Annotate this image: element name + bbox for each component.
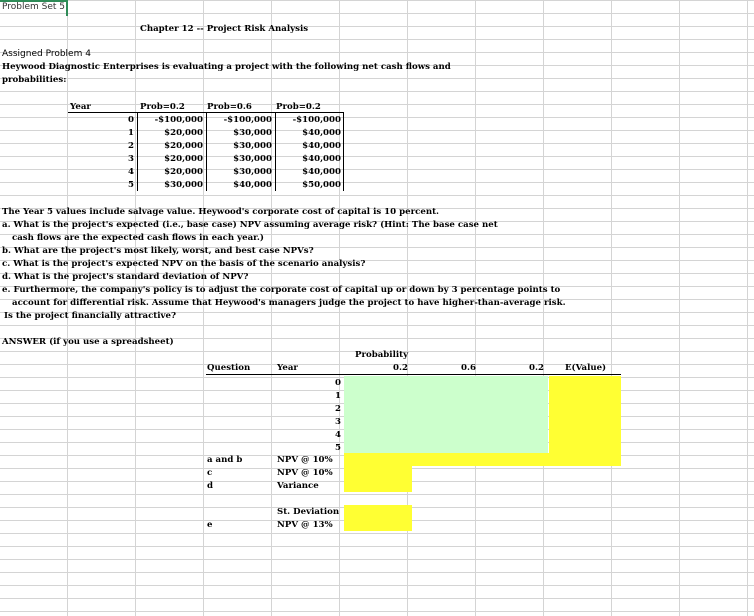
cashflow-value-cell[interactable]: $40,000 — [302, 167, 341, 177]
sheet-name[interactable]: Problem Set 5 — [2, 2, 66, 12]
cashflow-value-cell[interactable]: $30,000 — [233, 167, 272, 177]
row-label-npv-10-a[interactable]: NPV @ 10% — [277, 455, 333, 465]
question-line-3[interactable]: cash flows are the expected cash flows in each year.) — [12, 233, 264, 243]
answer-year-cell[interactable]: 0 — [335, 378, 341, 388]
answer-prob-1[interactable]: 0.2 — [393, 363, 408, 373]
cashflow-value-cell[interactable]: -$100,000 — [154, 115, 203, 125]
probability-label[interactable]: Probability — [355, 350, 409, 360]
answer-col-evalue[interactable]: E(Value) — [565, 363, 607, 373]
question-line-1[interactable]: The Year 5 values include salvage value. Heywood's corporate cost of capital is 10 percent. — [2, 207, 440, 217]
problem-intro-line-2[interactable]: probabilities: — [2, 75, 67, 85]
cashflow-year-cell[interactable]: 2 — [128, 141, 134, 151]
cashflow-value-cell[interactable]: $20,000 — [164, 128, 203, 138]
cashflow-value-cell[interactable]: $20,000 — [164, 154, 203, 164]
answer-year-cell[interactable]: 3 — [335, 417, 341, 427]
answer-year-cell[interactable]: 1 — [335, 391, 341, 401]
cashflow-value-cell[interactable]: $20,000 — [164, 141, 203, 151]
chapter-title[interactable]: Chapter 12 -- Project Risk Analysis — [140, 24, 309, 34]
cashflow-value-cell[interactable]: $30,000 — [164, 180, 203, 190]
cashflow-header-prob-3[interactable]: Prob=0.2 — [276, 102, 321, 112]
cashflow-year-cell[interactable]: 3 — [128, 154, 134, 164]
cashflow-value-cell[interactable]: $30,000 — [233, 141, 272, 151]
answer-heading[interactable]: ANSWER (if you use a spreadsheet) — [2, 337, 174, 347]
expected-value-column[interactable] — [549, 376, 621, 453]
cashflow-header-prob-2[interactable]: Prob=0.6 — [207, 102, 252, 112]
answer-prob-3[interactable]: 0.2 — [529, 363, 544, 373]
cashflow-value-cell[interactable]: $40,000 — [302, 154, 341, 164]
question-line-7[interactable]: e. Furthermore, the company's policy is to adjust the corporate cost of capital up or down by 3 percentage points to — [2, 285, 561, 295]
answer-year-cell[interactable]: 5 — [335, 443, 341, 453]
row-label-variance[interactable]: Variance — [277, 481, 319, 491]
cashflow-year-cell[interactable]: 0 — [128, 115, 134, 125]
cashflow-header-prob-1[interactable]: Prob=0.2 — [140, 102, 185, 112]
cashflow-value-cell[interactable]: $50,000 — [302, 180, 341, 190]
answer-col-question[interactable]: Question — [207, 363, 251, 373]
question-line-5[interactable]: c. What is the project's expected NPV on the basis of the scenario analysis? — [2, 259, 366, 269]
cashflow-value-cell[interactable]: $40,000 — [233, 180, 272, 190]
cashflow-value-cell[interactable]: $40,000 — [302, 141, 341, 151]
cashflow-value-cell[interactable]: $30,000 — [233, 128, 272, 138]
row-label-std-dev[interactable]: St. Deviation — [277, 507, 340, 517]
cashflow-value-cell[interactable]: -$100,000 — [223, 115, 272, 125]
cashflow-value-cell[interactable]: -$100,000 — [292, 115, 341, 125]
expected-npv-variance-fill[interactable] — [344, 466, 412, 492]
cashflow-value-cell[interactable]: $20,000 — [164, 167, 203, 177]
question-line-9[interactable]: Is the project financially attractive? — [4, 311, 177, 321]
cashflow-year-cell[interactable]: 5 — [128, 180, 134, 190]
question-line-4[interactable]: b. What are the project's most likely, worst, and best case NPVs? — [2, 246, 314, 256]
question-line-6[interactable]: d. What is the project's standard deviation of NPV? — [2, 272, 249, 282]
cashflow-value-cell[interactable]: $30,000 — [233, 154, 272, 164]
cashflow-divider-4 — [343, 113, 344, 191]
question-line-2[interactable]: a. What is the project's expected (i.e., base case) NPV assuming average risk? (Hint: The base case net — [2, 220, 498, 230]
row-q-e[interactable]: e — [207, 520, 213, 530]
row-q-c[interactable]: c — [207, 468, 213, 478]
scenario-npv-input-area[interactable] — [344, 376, 548, 453]
cashflow-value-cell[interactable]: $40,000 — [302, 128, 341, 138]
row-q-d[interactable]: d — [207, 481, 214, 491]
row-label-npv-13[interactable]: NPV @ 13% — [277, 520, 333, 530]
answer-col-year[interactable]: Year — [277, 363, 298, 373]
answer-prob-2[interactable]: 0.6 — [461, 363, 476, 373]
problem-heading[interactable]: Assigned Problem 4 — [2, 49, 91, 59]
npv-10-row-fill[interactable] — [344, 453, 621, 466]
answer-year-cell[interactable]: 2 — [335, 404, 341, 414]
answer-header-underline — [206, 374, 621, 375]
cashflow-header-year[interactable]: Year — [70, 102, 91, 112]
question-line-8[interactable]: account for differential risk. Assume that Heywood's managers judge the project to have higher-than-average risk. — [12, 298, 566, 308]
std-dev-npv13-fill[interactable] — [344, 505, 412, 531]
row-q-a-and-b[interactable]: a and b — [207, 455, 243, 465]
answer-year-cell[interactable]: 4 — [335, 430, 341, 440]
row-label-npv-10-c[interactable]: NPV @ 10% — [277, 468, 333, 478]
cashflow-year-cell[interactable]: 1 — [128, 128, 134, 138]
problem-intro-line-1[interactable]: Heywood Diagnostic Enterprises is evaluating a project with the following net cash flows and — [2, 62, 451, 72]
cashflow-year-cell[interactable]: 4 — [128, 167, 134, 177]
